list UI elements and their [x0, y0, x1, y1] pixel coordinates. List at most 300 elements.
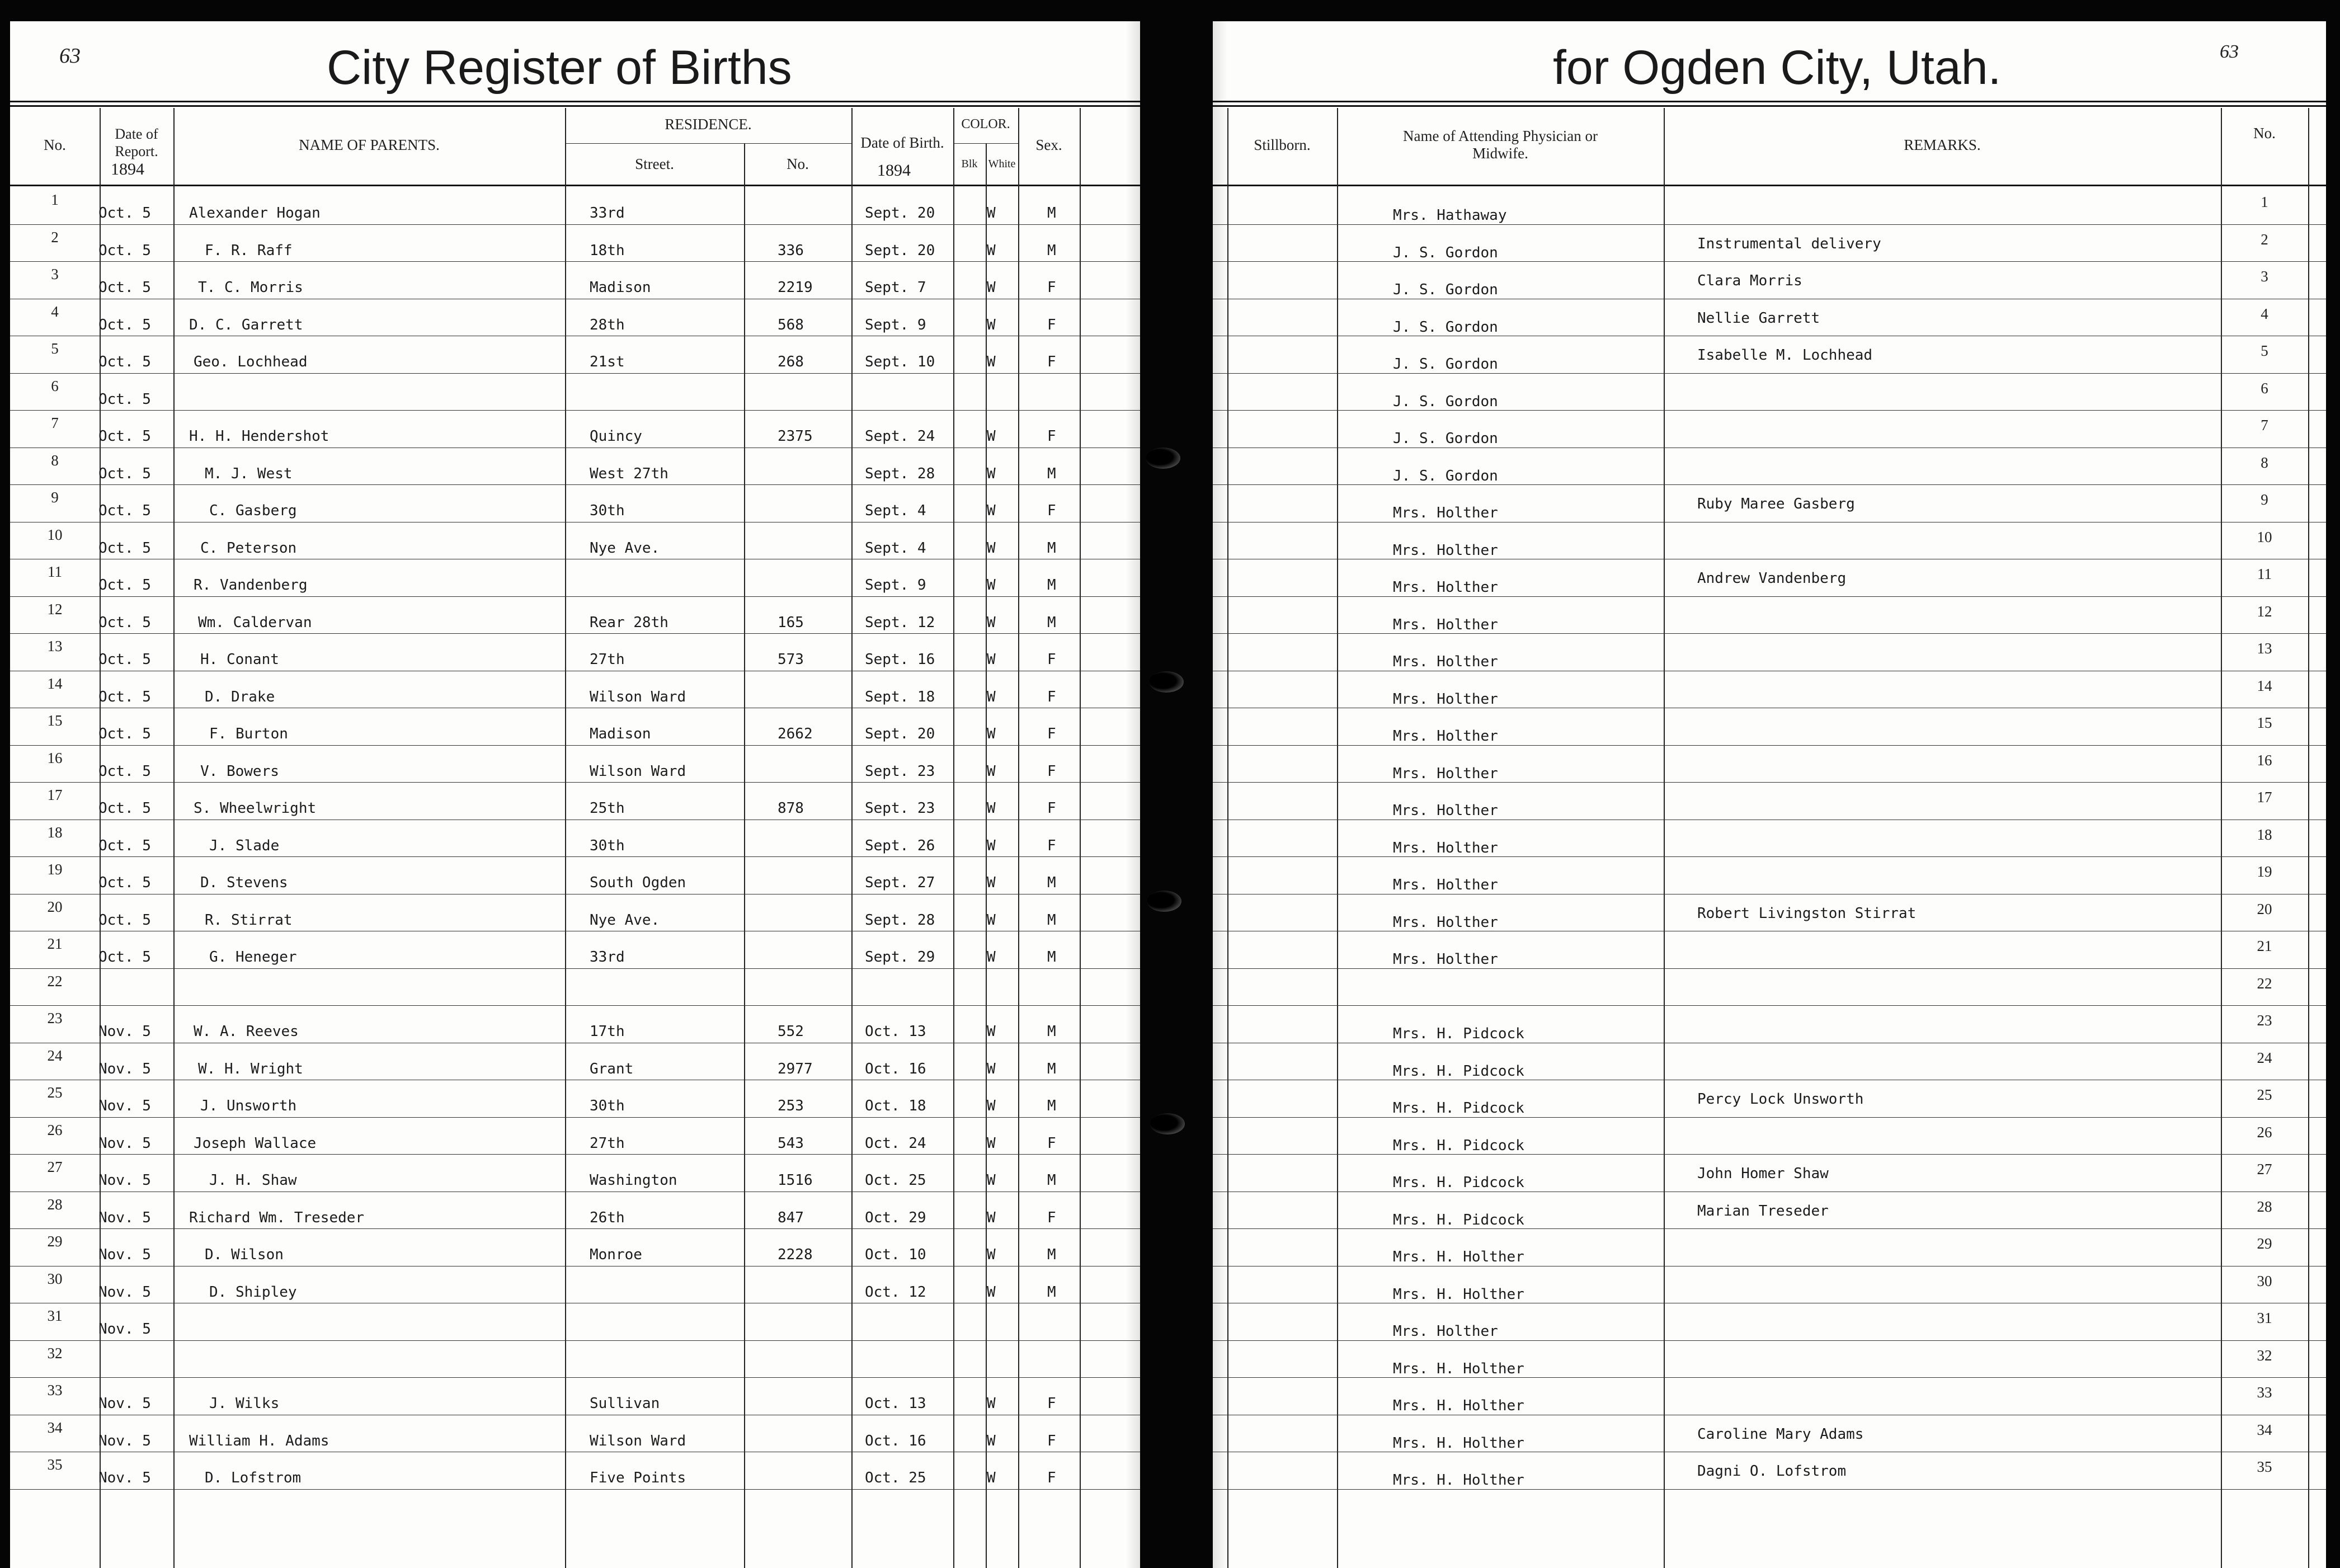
- row-date-of-report: Oct. 5: [98, 651, 151, 668]
- row-number: 10: [2257, 528, 2272, 545]
- row-remarks: Percy Lock Unsworth: [1697, 1091, 1864, 1108]
- row-parents-name: Joseph Wallace: [194, 1134, 317, 1152]
- row-remarks: Isabelle M. Lochhead: [1697, 347, 1873, 364]
- row-sex: M: [1047, 874, 1056, 891]
- row-sex: M: [1047, 242, 1056, 259]
- row-street: 33rd: [590, 205, 625, 222]
- header-remarks: REMARKS.: [1904, 136, 1981, 153]
- header-white: White: [988, 157, 1016, 170]
- row-street: Sullivan: [590, 1395, 660, 1412]
- row-sex: F: [1047, 1395, 1056, 1412]
- row-parents-name: Wm. Caldervan: [198, 614, 312, 631]
- row-date-of-birth: Sept. 4: [865, 539, 926, 557]
- row-physician: J. S. Gordon: [1393, 244, 1498, 261]
- row-number: 3: [2261, 268, 2268, 285]
- row-sex: M: [1047, 1098, 1056, 1114]
- row-parents-name: J. H. Shaw: [209, 1172, 297, 1189]
- row-parents-name: Alexander Hogan: [189, 205, 321, 222]
- row-physician: J. S. Gordon: [1393, 318, 1498, 336]
- row-street: 27th: [590, 1134, 625, 1152]
- row-rule: [1213, 261, 2326, 262]
- row-date-of-report: Nov. 5: [98, 1060, 151, 1077]
- row-date-of-report: Nov. 5: [98, 1209, 151, 1226]
- col-rule: [851, 108, 853, 1568]
- row-color-white: W: [987, 1209, 996, 1226]
- row-parents-name: C. Gasberg: [209, 502, 297, 519]
- row-parents-name: Richard Wm. Treseder: [189, 1209, 365, 1226]
- row-rule: [1213, 633, 2326, 634]
- right-page-number: 63: [2220, 41, 2239, 62]
- row-color-white: W: [987, 762, 996, 780]
- col-rule: [173, 108, 175, 1568]
- row-rule: [1213, 856, 2326, 857]
- row-physician: Mrs. Hathaway: [1393, 207, 1507, 224]
- row-street: Madison: [590, 726, 651, 742]
- row-physician: Mrs. H. Pidcock: [1393, 1137, 1524, 1154]
- header-color: COLOR.: [961, 116, 1010, 131]
- row-date-of-birth: Sept. 28: [865, 911, 935, 929]
- row-date-of-birth: Sept. 28: [865, 465, 935, 482]
- row-rule: [1213, 968, 2326, 969]
- row-street: 30th: [590, 502, 625, 519]
- row-sex: M: [1047, 614, 1056, 631]
- row-sex: M: [1047, 1246, 1056, 1263]
- row-number: 19: [2257, 863, 2272, 880]
- row-physician: Mrs. H. Holther: [1393, 1249, 1524, 1265]
- col-rule: [1227, 108, 1228, 1568]
- row-remarks: Instrumental delivery: [1697, 235, 1881, 252]
- row-remarks: Clara Morris: [1697, 272, 1802, 289]
- row-date-of-report: Oct. 5: [98, 762, 151, 780]
- row-date-of-report: Oct. 5: [98, 316, 151, 333]
- row-sex: F: [1047, 1209, 1056, 1226]
- row-remarks: Dagni O. Lofstrom: [1697, 1463, 1847, 1480]
- row-parents-name: R. Vandenberg: [194, 577, 308, 594]
- row-date-of-birth: Sept. 26: [865, 837, 935, 854]
- row-rule: [10, 1154, 1140, 1155]
- row-date-of-report: Oct. 5: [98, 800, 151, 817]
- row-number: 9: [2261, 491, 2268, 508]
- binder-hole: [1150, 1113, 1185, 1134]
- header-bottom-rule: [10, 185, 1140, 186]
- row-number: 9: [51, 489, 59, 506]
- row-physician: Mrs. Holther: [1393, 877, 1498, 893]
- row-color-white: W: [987, 1432, 996, 1449]
- row-parents-name: F. Burton: [209, 726, 288, 742]
- row-sex: M: [1047, 949, 1056, 966]
- row-number: 12: [47, 600, 63, 618]
- header-date-of-birth: Date of Birth.: [860, 134, 944, 151]
- row-color-white: W: [987, 577, 996, 594]
- row-street-no: 2977: [778, 1060, 813, 1077]
- row-color-white: W: [987, 1395, 996, 1412]
- row-street: 27th: [590, 651, 625, 668]
- row-parents-name: R. Stirrat: [205, 911, 293, 929]
- row-street: 28th: [590, 316, 625, 333]
- col-rule: [565, 108, 566, 1568]
- row-number: 19: [47, 861, 63, 878]
- row-number: 31: [47, 1307, 63, 1324]
- row-number: 4: [2261, 305, 2268, 322]
- header-stillborn: Stillborn.: [1254, 136, 1311, 153]
- row-number: 17: [2257, 789, 2272, 806]
- col-rule: [1337, 108, 1338, 1568]
- row-date-of-birth: Sept. 23: [865, 800, 935, 817]
- right-page-title: for Ogden City, Utah.: [1553, 41, 2002, 95]
- row-color-white: W: [987, 949, 996, 966]
- row-rule: [10, 633, 1140, 634]
- gutter-shadow: [1126, 21, 1140, 1568]
- row-number: 2: [51, 228, 59, 246]
- row-street: 17th: [590, 1023, 625, 1040]
- left-page-number: 63: [59, 44, 81, 68]
- row-number: 18: [47, 823, 63, 841]
- row-date-of-birth: Sept. 24: [865, 428, 935, 445]
- row-date-of-birth: Sept. 18: [865, 688, 935, 705]
- row-sex: F: [1047, 688, 1056, 705]
- row-date-of-report: Oct. 5: [98, 874, 151, 891]
- row-rule: [1213, 1005, 2326, 1006]
- header-no: No.: [44, 136, 66, 153]
- row-number: 16: [47, 749, 63, 766]
- row-rule: [1213, 224, 2326, 225]
- row-number: 15: [2257, 714, 2272, 731]
- row-rule: [1213, 484, 2326, 485]
- row-date-of-birth: Oct. 16: [865, 1432, 926, 1449]
- row-number: 14: [47, 675, 63, 692]
- row-number: 21: [47, 935, 63, 952]
- row-color-white: W: [987, 279, 996, 296]
- row-street-no: 552: [778, 1023, 804, 1040]
- row-date-of-birth: Oct. 18: [865, 1098, 926, 1114]
- row-sex: M: [1047, 911, 1056, 929]
- row-parents-name: J. Unsworth: [200, 1098, 297, 1114]
- row-number: 28: [2257, 1198, 2272, 1215]
- col-rule: [1080, 108, 1081, 1568]
- row-rule: [1213, 410, 2326, 411]
- row-street: 30th: [590, 1098, 625, 1114]
- row-date-of-report: Oct. 5: [98, 279, 151, 296]
- row-street-no: 568: [778, 316, 804, 333]
- row-color-white: W: [987, 465, 996, 482]
- row-rule: [10, 484, 1140, 485]
- row-sex: F: [1047, 1134, 1056, 1152]
- row-parents-name: F. R. Raff: [205, 242, 293, 259]
- row-physician: Mrs. H. Holther: [1393, 1434, 1524, 1452]
- row-number: 22: [2257, 974, 2272, 992]
- row-rule: [10, 373, 1140, 374]
- row-number: 14: [2257, 677, 2272, 694]
- row-physician: Mrs. Holther: [1393, 802, 1498, 819]
- row-rule: [10, 968, 1140, 969]
- row-sex: F: [1047, 354, 1056, 370]
- row-number: 8: [2261, 454, 2268, 471]
- row-date-of-report: Nov. 5: [98, 1246, 151, 1263]
- header-street-no: No.: [787, 155, 809, 172]
- row-number: 1: [2261, 194, 2268, 210]
- row-date-of-birth: Sept. 12: [865, 614, 935, 631]
- col-rule: [1018, 108, 1019, 1568]
- row-street: Rear 28th: [590, 614, 668, 631]
- row-number: 32: [2257, 1346, 2272, 1364]
- row-physician: Mrs. H. Pidcock: [1393, 1025, 1524, 1042]
- row-street: West 27th: [590, 465, 668, 482]
- row-color-white: W: [987, 1098, 996, 1114]
- row-date-of-report: Oct. 5: [98, 502, 151, 519]
- row-street: Wilson Ward: [590, 762, 686, 780]
- row-number: 29: [2257, 1235, 2272, 1252]
- row-parents-name: S. Wheelwright: [194, 800, 317, 817]
- row-number: 5: [51, 340, 59, 357]
- row-date-of-birth: Sept. 23: [865, 762, 935, 780]
- row-number: 6: [51, 377, 59, 394]
- row-sex: M: [1047, 465, 1056, 482]
- row-physician: J. S. Gordon: [1393, 430, 1498, 447]
- row-sex: M: [1047, 1023, 1056, 1040]
- row-number: 35: [47, 1456, 63, 1473]
- row-number: 16: [2257, 751, 2272, 769]
- row-date-of-birth: Oct. 13: [865, 1023, 926, 1040]
- row-number: 26: [47, 1121, 63, 1138]
- row-physician: Mrs. Holther: [1393, 765, 1498, 782]
- row-date-of-birth: Sept. 9: [865, 577, 926, 594]
- binder-hole: [1146, 448, 1180, 469]
- row-color-white: W: [987, 242, 996, 259]
- header-blk: Blk: [961, 157, 978, 170]
- row-street: Monroe: [590, 1246, 642, 1263]
- row-number: 20: [47, 898, 63, 915]
- row-remarks: Marian Treseder: [1697, 1202, 1829, 1219]
- col-rule: [2308, 108, 2309, 1568]
- row-parents-name: D. Shipley: [209, 1283, 297, 1301]
- row-date-of-birth: Oct. 25: [865, 1470, 926, 1486]
- row-date-of-report: Nov. 5: [98, 1283, 151, 1301]
- row-rule: [10, 1489, 1140, 1490]
- row-physician: Mrs. Holther: [1393, 579, 1498, 596]
- row-number: 7: [2261, 417, 2268, 434]
- row-date-of-birth: Oct. 29: [865, 1209, 926, 1226]
- col-rule: [744, 143, 745, 1568]
- row-date-of-report: Nov. 5: [98, 1470, 151, 1486]
- row-date-of-birth: Oct. 13: [865, 1395, 926, 1412]
- row-physician: Mrs. Holther: [1393, 690, 1498, 708]
- row-sex: M: [1047, 577, 1056, 594]
- row-color-white: W: [987, 1283, 996, 1301]
- row-date-of-report: Nov. 5: [98, 1172, 151, 1189]
- row-number: 31: [2257, 1310, 2272, 1326]
- row-sex: F: [1047, 837, 1056, 854]
- row-remarks: Caroline Mary Adams: [1697, 1425, 1864, 1443]
- row-date-of-birth: Oct. 16: [865, 1060, 926, 1077]
- row-street: 18th: [590, 242, 625, 259]
- gutter-shadow: [1213, 21, 1227, 1568]
- row-parents-name: J. Slade: [209, 837, 280, 854]
- row-color-white: W: [987, 539, 996, 557]
- row-number: 11: [48, 563, 62, 580]
- row-number: 24: [2257, 1049, 2272, 1066]
- row-physician: J. S. Gordon: [1393, 281, 1498, 298]
- row-rule: [1213, 1154, 2326, 1155]
- row-street-no: 253: [778, 1098, 804, 1114]
- row-street: 21st: [590, 354, 625, 370]
- row-date-of-birth: Sept. 20: [865, 726, 935, 742]
- row-rule: [10, 856, 1140, 857]
- row-color-white: W: [987, 428, 996, 445]
- row-color-white: W: [987, 688, 996, 705]
- row-rule: [10, 261, 1140, 262]
- row-street-no: 847: [778, 1209, 804, 1226]
- row-rule: [1213, 373, 2326, 374]
- row-physician: Mrs. Holther: [1393, 616, 1498, 633]
- row-street-no: 165: [778, 614, 804, 631]
- row-number: 22: [47, 972, 63, 990]
- row-street-no: 543: [778, 1134, 804, 1152]
- row-number: 17: [47, 787, 63, 803]
- row-date-of-birth: Sept. 29: [865, 949, 935, 966]
- row-street-no: 2375: [778, 428, 813, 445]
- header-name-of-parents: NAME OF PARENTS.: [299, 136, 440, 153]
- row-remarks: John Homer Shaw: [1697, 1165, 1829, 1182]
- row-physician: Mrs. Holther: [1393, 653, 1498, 670]
- row-color-white: W: [987, 911, 996, 929]
- row-sex: M: [1047, 539, 1056, 557]
- row-color-white: W: [987, 1060, 996, 1077]
- row-remarks: Nellie Garrett: [1697, 309, 1820, 327]
- row-parents-name: J. Wilks: [209, 1395, 280, 1412]
- row-number: 13: [2257, 640, 2272, 657]
- row-date-of-birth: Sept. 20: [865, 242, 935, 259]
- row-sex: F: [1047, 316, 1056, 333]
- row-rule: [1213, 1489, 2326, 1490]
- row-number: 30: [2257, 1272, 2272, 1289]
- row-date-of-report: Oct. 5: [98, 911, 151, 929]
- row-street-no: 268: [778, 354, 804, 370]
- row-parents-name: D. C. Garrett: [189, 316, 303, 333]
- row-color-white: W: [987, 651, 996, 668]
- row-rule: [1213, 596, 2326, 597]
- row-date-of-report: Nov. 5: [98, 1395, 151, 1412]
- row-parents-name: V. Bowers: [200, 762, 279, 780]
- row-parents-name: D. Wilson: [205, 1246, 284, 1263]
- row-date-of-birth: Oct. 25: [865, 1172, 926, 1189]
- row-number: 27: [2257, 1161, 2272, 1178]
- row-parents-name: William H. Adams: [189, 1432, 329, 1449]
- row-number: 2: [2261, 230, 2268, 248]
- row-color-white: W: [987, 614, 996, 631]
- row-rule: [1213, 745, 2326, 746]
- row-date-of-birth: Oct. 12: [865, 1283, 926, 1301]
- binder-hole: [1149, 671, 1184, 693]
- row-date-of-report: Nov. 5: [98, 1134, 151, 1152]
- row-date-of-report: Oct. 5: [98, 390, 151, 408]
- row-sex: M: [1047, 1060, 1056, 1077]
- row-rule: [10, 1005, 1140, 1006]
- row-sex: F: [1047, 651, 1056, 668]
- row-street-no: 336: [778, 242, 804, 259]
- row-number: 27: [47, 1159, 63, 1175]
- row-street: Wilson Ward: [590, 1432, 686, 1449]
- row-remarks: Robert Livingston Stirrat: [1697, 905, 1917, 922]
- row-date-of-report: Oct. 5: [98, 577, 151, 594]
- header-street: Street.: [635, 155, 674, 172]
- row-number: 29: [47, 1233, 63, 1250]
- row-physician: J. S. Gordon: [1393, 356, 1498, 373]
- row-street: Quincy: [590, 428, 642, 445]
- row-rule: [1213, 1228, 2326, 1229]
- row-rule: [10, 1377, 1140, 1378]
- row-parents-name: C. Peterson: [200, 539, 297, 557]
- row-physician: J. S. Gordon: [1393, 393, 1498, 410]
- row-physician: Mrs. H. Holther: [1393, 1472, 1524, 1489]
- birth-year: 1894: [877, 161, 911, 180]
- row-sex: M: [1047, 205, 1056, 222]
- row-sex: F: [1047, 762, 1056, 780]
- row-sex: F: [1047, 800, 1056, 817]
- row-sex: F: [1047, 502, 1056, 519]
- row-physician: Mrs. H. Holther: [1393, 1286, 1524, 1303]
- row-date-of-birth: Sept. 10: [865, 354, 935, 370]
- row-date-of-report: Oct. 5: [98, 539, 151, 557]
- row-physician: Mrs. H. Holther: [1393, 1397, 1524, 1414]
- row-street: 30th: [590, 837, 625, 854]
- row-sex: F: [1047, 428, 1056, 445]
- row-physician: Mrs. H. Pidcock: [1393, 1174, 1524, 1191]
- row-physician: Mrs. Holther: [1393, 839, 1498, 856]
- row-physician: Mrs. Holther: [1393, 951, 1498, 968]
- col-rule: [1664, 108, 1665, 1568]
- row-date-of-report: Nov. 5: [98, 1432, 151, 1449]
- row-rule: [10, 410, 1140, 411]
- row-rule: [10, 782, 1140, 783]
- row-rule: [10, 1228, 1140, 1229]
- row-date-of-birth: Oct. 10: [865, 1246, 926, 1263]
- row-date-of-report: Oct. 5: [98, 837, 151, 854]
- row-number: 5: [2261, 342, 2268, 359]
- row-number: 7: [51, 415, 59, 431]
- row-date-of-birth: Sept. 7: [865, 279, 926, 296]
- binder-hole: [1147, 891, 1181, 912]
- row-rule: [10, 1340, 1140, 1341]
- row-rule: [1213, 1117, 2326, 1118]
- row-number: 4: [51, 303, 59, 320]
- row-number: 33: [2257, 1384, 2272, 1401]
- row-street: Grant: [590, 1060, 634, 1077]
- row-date-of-report: Oct. 5: [98, 688, 151, 705]
- row-physician: Mrs. Holther: [1393, 914, 1498, 931]
- row-number: 10: [47, 526, 63, 543]
- row-date-of-birth: Sept. 4: [865, 502, 926, 519]
- row-color-white: W: [987, 354, 996, 370]
- row-number: 3: [51, 266, 59, 282]
- row-street: Nye Ave.: [590, 911, 660, 929]
- row-rule: [10, 1117, 1140, 1118]
- row-number: 23: [2257, 1012, 2272, 1029]
- row-sex: F: [1047, 279, 1056, 296]
- row-number: 34: [47, 1419, 63, 1436]
- header-no: No.: [2253, 124, 2276, 142]
- row-date-of-report: Oct. 5: [98, 465, 151, 482]
- row-street: 25th: [590, 800, 625, 817]
- row-color-white: W: [987, 874, 996, 891]
- row-date-of-report: Oct. 5: [98, 428, 151, 445]
- row-parents-name: D. Drake: [205, 688, 275, 705]
- row-parents-name: W. A. Reeves: [194, 1023, 299, 1040]
- row-rule: [1213, 782, 2326, 783]
- row-date-of-report: Oct. 5: [98, 949, 151, 966]
- row-street-no: 1516: [778, 1172, 813, 1189]
- row-parents-name: G. Heneger: [209, 949, 297, 966]
- row-date-of-report: Nov. 5: [98, 1098, 151, 1114]
